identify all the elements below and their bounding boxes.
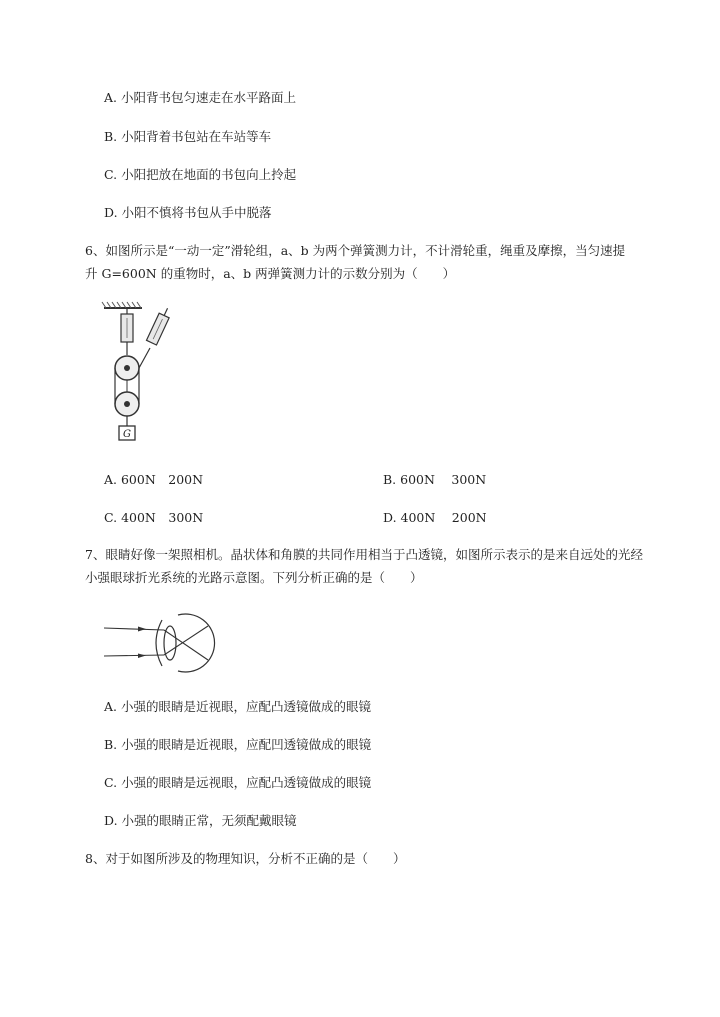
eye-figure bbox=[100, 608, 235, 678]
q6-option-b: B. 600N 300N bbox=[383, 472, 487, 487]
q6-stem-line2: 升 G=600N 的重物时，a、b 两弹簧测力计的示数分别为（ ） bbox=[85, 266, 456, 281]
q5-option-a: A. 小阳背书包匀速走在水平路面上 bbox=[104, 90, 296, 105]
q5-option-d: D. 小阳不慎将书包从手中脱落 bbox=[104, 205, 272, 220]
q8-stem: 8、对于如图所涉及的物理知识，分析不正确的是（ ） bbox=[85, 851, 406, 866]
q5-option-b: B. 小阳背着书包站在车站等车 bbox=[104, 129, 272, 144]
weight-label: G bbox=[123, 429, 131, 440]
q6-stem-line1: 6、如图所示是“一动一定”滑轮组，a、b 为两个弹簧测力计，不计滑轮重，绳重及摩擦，当匀速提 bbox=[85, 243, 626, 258]
q6-option-c: C. 400N 300N bbox=[104, 510, 204, 525]
q7-option-a: A. 小强的眼睛是近视眼，应配凸透镜做成的眼镜 bbox=[104, 699, 371, 714]
q6-option-d: D. 400N 200N bbox=[383, 510, 487, 525]
q7-stem-line1: 7、眼睛好像一架照相机。晶状体和角膜的共同作用相当于凸透镜，如图所示表示的是来自远处的光经 bbox=[85, 547, 643, 562]
q6-option-a: A. 600N 200N bbox=[104, 472, 204, 487]
pulley-figure bbox=[100, 300, 172, 445]
q7-option-d: D. 小强的眼睛正常，无须配戴眼镜 bbox=[104, 813, 297, 828]
q7-option-c: C. 小强的眼睛是远视眼，应配凸透镜做成的眼镜 bbox=[104, 775, 372, 790]
q7-option-b: B. 小强的眼睛是近视眼，应配凹透镜做成的眼镜 bbox=[104, 737, 372, 752]
q7-stem-line2: 小强眼球折光系统的光路示意图。下列分析正确的是（ ） bbox=[85, 570, 423, 585]
q5-option-c: C. 小阳把放在地面的书包向上拎起 bbox=[104, 167, 297, 182]
